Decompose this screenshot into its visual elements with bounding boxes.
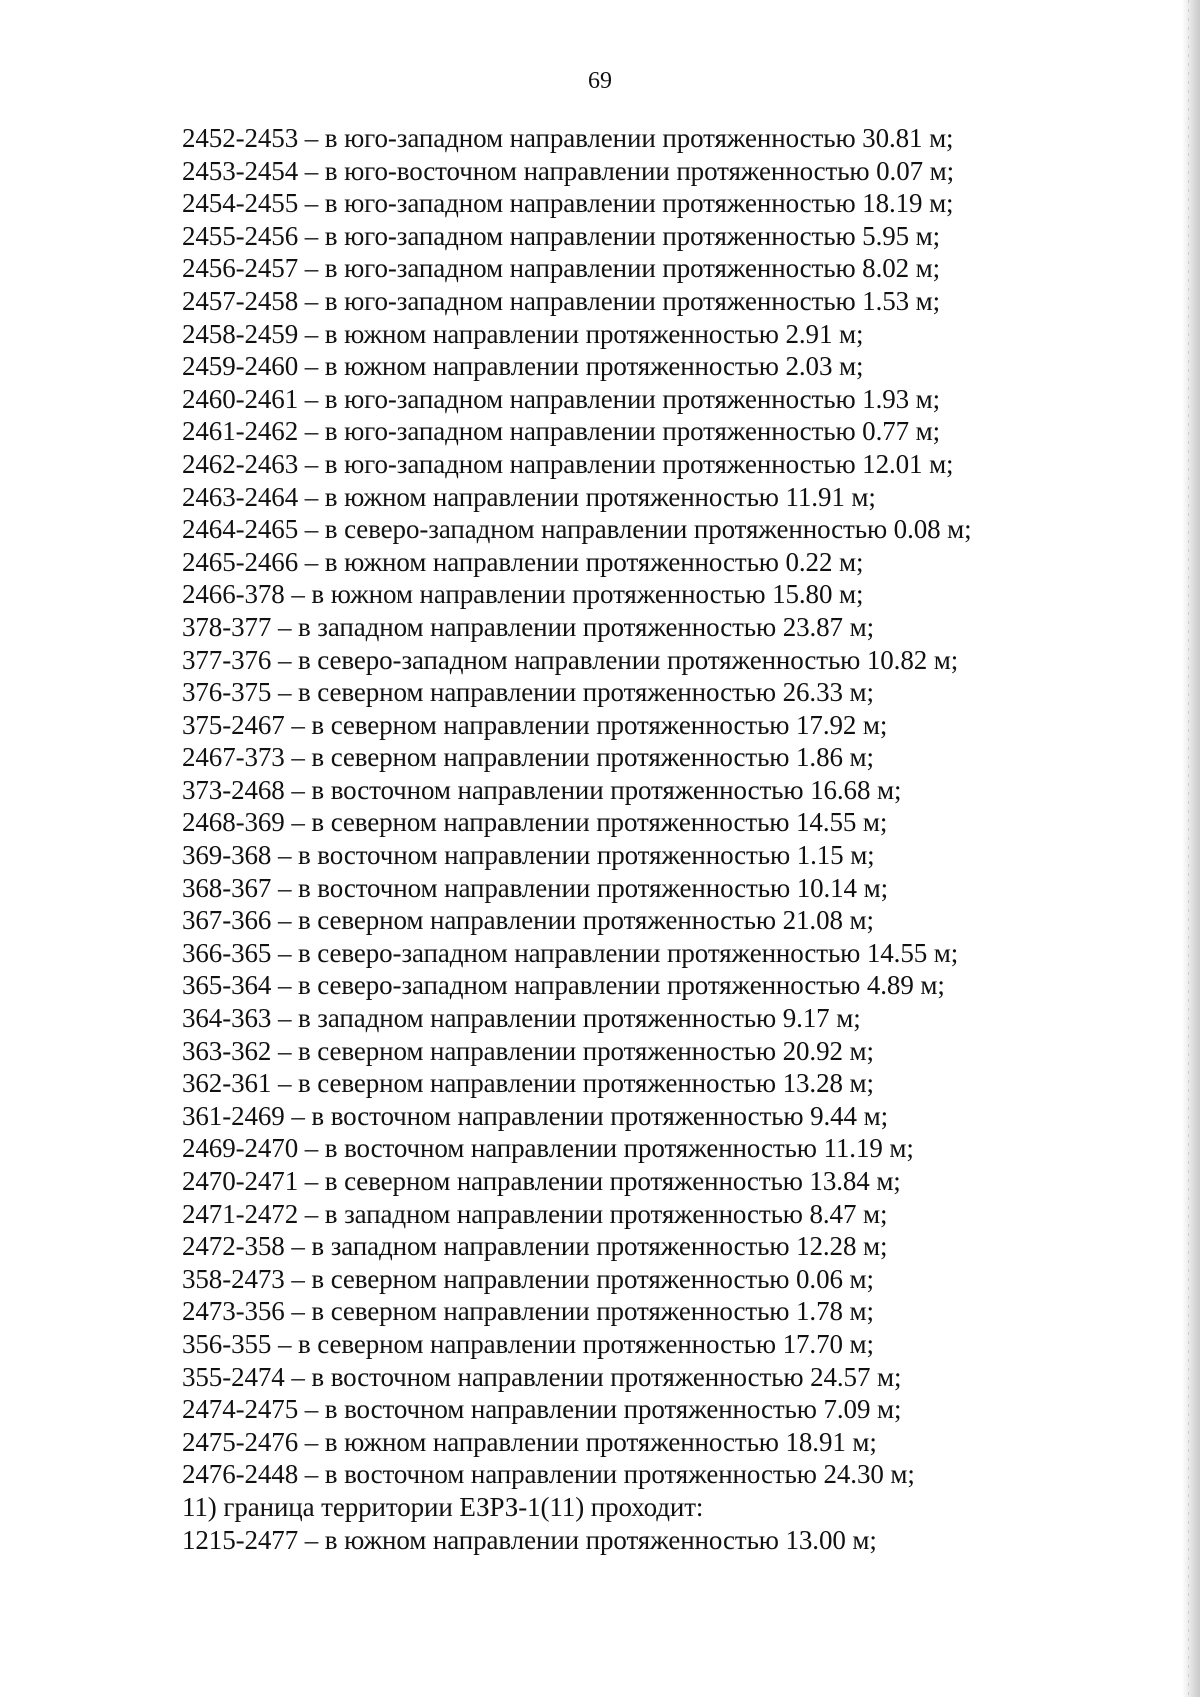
text-line: 2468-369 – в северном направлении протяженностью 14.55 м; — [182, 807, 888, 838]
text-line: 2458-2459 – в южном направлении протяженностью 2.91 м; — [182, 318, 864, 349]
text-line: 2474-2475 – в восточном направлении протяженностью 7.09 м; — [182, 1394, 902, 1425]
boundary-description-text — [182, 122, 1082, 1556]
text-line: 2471-2472 – в западном направлении протяженностью 8.47 м; — [182, 1198, 888, 1229]
text-line: 2476-2448 – в восточном направлении протяженностью 24.30 м; — [182, 1459, 915, 1490]
text-line: 367-366 – в северном направлении протяженностью 21.08 м; — [182, 905, 874, 936]
text-line: 368-367 – в восточном направлении протяженностью 10.14 м; — [182, 872, 888, 903]
text-line: 375-2467 – в северном направлении протяженностью 17.92 м; — [182, 709, 888, 740]
text-line: 378-377 – в западном направлении протяженностью 23.87 м; — [182, 611, 874, 642]
text-line: 2459-2460 – в южном направлении протяженностью 2.03 м; — [182, 351, 864, 382]
text-line: 2473-356 – в северном направлении протяженностью 1.78 м; — [182, 1296, 874, 1327]
text-line: 373-2468 – в восточном направлении протяженностью 16.68 м; — [182, 774, 902, 805]
text-line: 376-375 – в северном направлении протяженностью 26.33 м; — [182, 677, 874, 708]
text-line: 1215-2477 – в южном направлении протяженностью 13.00 м; — [182, 1524, 877, 1555]
text-line: 2463-2464 – в южном направлении протяженностью 11.91 м; — [182, 481, 876, 512]
text-line: 2465-2466 – в южном направлении протяженностью 0.22 м; — [182, 546, 864, 577]
text-line: 366-365 – в северо-западном направлении протяженностью 14.55 м; — [182, 937, 959, 968]
page-number: 69 — [588, 68, 612, 94]
text-line: 2462-2463 – в юго-западном направлении протяженностью 12.01 м; — [182, 448, 954, 479]
text-line: 2452-2453 – в юго-западном направлении протяженностью 30.81 м; — [182, 123, 954, 153]
text-line: 2453-2454 – в юго-восточном направлении протяженностью 0.07 м; — [182, 155, 955, 186]
text-line: 2470-2471 – в северном направлении протяженностью 13.84 м; — [182, 1166, 901, 1196]
scan-edge — [1182, 0, 1200, 1697]
text-line: 2460-2461 – в юго-западном направлении протяженностью 1.93 м; — [182, 383, 941, 414]
text-line: 2456-2457 – в юго-западном направлении протяженностью 8.02 м; — [182, 253, 941, 284]
text-line: 363-362 – в северном направлении протяженностью 20.92 м; — [182, 1035, 874, 1066]
text-line: 2472-358 – в западном направлении протяженностью 12.28 м; — [182, 1231, 888, 1262]
text-line: 2466-378 – в южном направлении протяженностью 15.80 м; — [182, 579, 864, 610]
text-line: 2455-2456 – в юго-западном направлении протяженностью 5.95 м; — [182, 220, 941, 251]
text-line: 362-361 – в северном направлении протяженностью 13.28 м; — [182, 1068, 874, 1099]
text-line: 369-368 – в восточном направлении протяженностью 1.15 м; — [182, 840, 875, 871]
text-line: 364-363 – в западном направлении протяженностью 9.17 м; — [182, 1003, 861, 1034]
text-line: 2475-2476 – в южном направлении протяженностью 18.91 м; — [182, 1426, 877, 1457]
text-line: 356-355 – в северном направлении протяженностью 17.70 м; — [182, 1328, 874, 1359]
text-line: 2467-373 – в северном направлении протяженностью 1.86 м; — [182, 742, 874, 773]
text-line: 2469-2470 – в восточном направлении протяженностью 11.19 м; — [182, 1133, 914, 1164]
text-line: 377-376 – в северо-западном направлении протяженностью 10.82 м; — [182, 644, 959, 675]
text-line: 2461-2462 – в юго-западном направлении протяженностью 0.77 м; — [182, 416, 941, 447]
text-line: 358-2473 – в северном направлении протяженностью 0.06 м; — [182, 1263, 874, 1294]
text-line: 361-2469 – в восточном направлении протяженностью 9.44 м; — [182, 1100, 888, 1131]
text-line: 2464-2465 – в северо-западном направлении протяженностью 0.08 м; — [182, 514, 972, 545]
text-line: 2457-2458 – в юго-западном направлении протяженностью 1.53 м; — [182, 285, 941, 316]
text-line: 2454-2455 – в юго-западном направлении протяженностью 18.19 м; — [182, 188, 954, 219]
text-line: 365-364 – в северо-западном направлении протяженностью 4.89 м; — [182, 970, 945, 1001]
text-line: 11) граница территории ЕЗРЗ-1(11) проходит: — [182, 1491, 704, 1522]
text-line: 355-2474 – в восточном направлении протяженностью 24.57 м; — [182, 1361, 902, 1392]
